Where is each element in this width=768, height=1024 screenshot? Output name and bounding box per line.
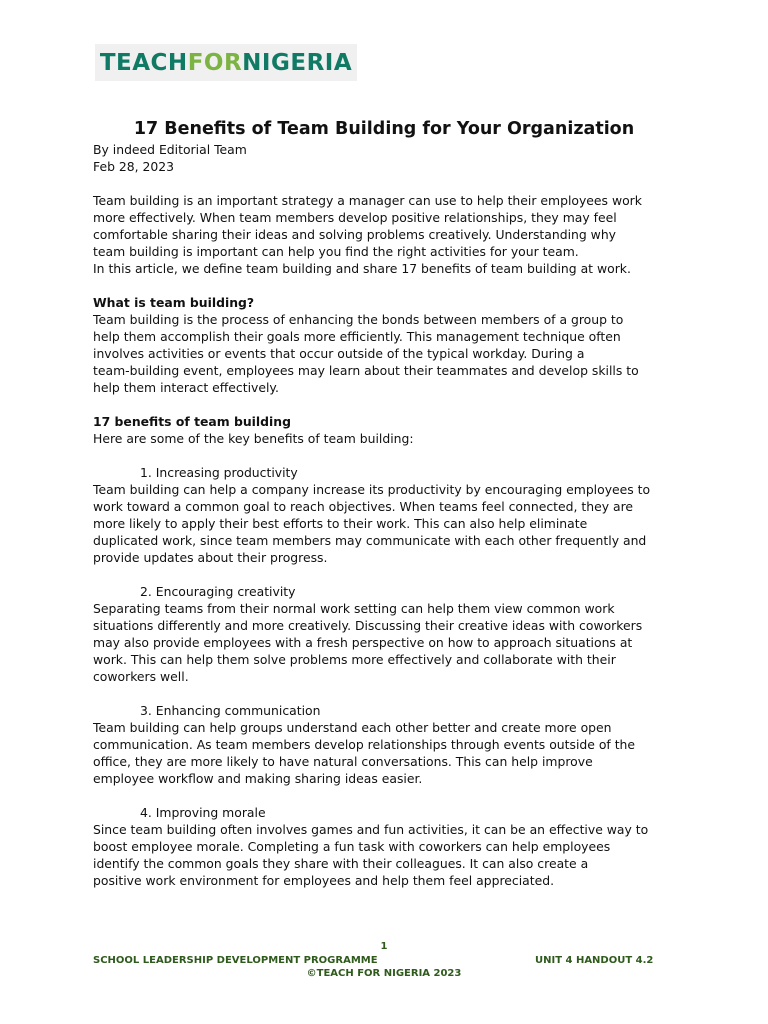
benefit-line: provide updates about their progress. bbox=[93, 550, 328, 565]
section-heading-what: What is team building? bbox=[93, 295, 255, 310]
logo-part-teach: TEACH bbox=[99, 49, 188, 76]
section-heading-benefits: 17 benefits of team building bbox=[93, 414, 291, 429]
benefit-line: coworkers well. bbox=[93, 669, 189, 684]
benefit-line: work. This can help them solve problems more effectively and collaborate with their bbox=[93, 652, 616, 667]
spacer bbox=[93, 447, 693, 464]
benefit-title: 2. Encouraging creativity bbox=[140, 584, 296, 599]
spacer bbox=[93, 787, 693, 804]
benefit-line: situations differently and more creatively. Discussing their creative ideas with coworkers bbox=[93, 618, 643, 633]
benefit-line: work toward a common goal to reach objectives. When teams feel connected, they are bbox=[93, 499, 634, 514]
benefit-line: Team building can help a company increase its productivity by encouraging employees to bbox=[93, 482, 651, 497]
page-number: 1 bbox=[380, 941, 388, 952]
logo-part-nigeria: NIGERIA bbox=[242, 49, 353, 76]
footer-programme: SCHOOL LEADERSHIP DEVELOPMENT PROGRAMME bbox=[93, 955, 378, 966]
benefits-intro: Here are some of the key benefits of team building: bbox=[93, 431, 414, 446]
what-line: team-building event, employees may learn about their teammates and develop skills to bbox=[93, 363, 639, 378]
logo-wordmark bbox=[100, 50, 352, 76]
benefit-line: duplicated work, since team members may communicate with each other frequently and bbox=[93, 533, 647, 548]
article-date: Feb 28, 2023 bbox=[93, 159, 175, 174]
footer-copyright: ©TEACH FOR NIGERIA 2023 bbox=[306, 968, 462, 979]
what-line: help them accomplish their goals more efficiently. This management technique often bbox=[93, 329, 621, 344]
benefit-line: employee workflow and making sharing ideas easier. bbox=[93, 771, 423, 786]
what-line: Team building is the process of enhancing the bonds between members of a group to bbox=[93, 312, 624, 327]
what-line: involves activities or events that occur outside of the typical workday. During a bbox=[93, 346, 585, 361]
benefit-title: 4. Improving morale bbox=[140, 805, 266, 820]
benefit-title: 3. Enhancing communication bbox=[140, 703, 321, 718]
benefit-line: boost employee morale. Completing a fun task with coworkers can help employees bbox=[93, 839, 611, 854]
intro-line: Team building is an important strategy a manager can use to help their employees work bbox=[93, 193, 642, 208]
intro-line: comfortable sharing their ideas and solving problems creatively. Understanding why bbox=[93, 227, 617, 242]
spacer bbox=[93, 175, 693, 192]
benefit-line: identify the common goals they share with their colleagues. It can also create a bbox=[93, 856, 589, 871]
benefit-title: 1. Increasing productivity bbox=[140, 465, 298, 480]
article-body bbox=[93, 141, 693, 889]
spacer bbox=[93, 396, 693, 413]
spacer bbox=[93, 685, 693, 702]
footer-handout: UNIT 4 HANDOUT 4.2 bbox=[535, 955, 654, 966]
benefit-line: communication. As team members develop relationships through events outside of the bbox=[93, 737, 636, 752]
logo-part-for: FOR bbox=[187, 49, 243, 76]
benefit-line: positive work environment for employees and help them feel appreciated. bbox=[93, 873, 555, 888]
benefit-line: Separating teams from their normal work setting can help them view common work bbox=[93, 601, 615, 616]
benefit-line: more likely to apply their best efforts to their work. This can also help eliminate bbox=[93, 516, 588, 531]
intro-line: team building is important can help you find the right activities for your team. bbox=[93, 244, 579, 259]
byline: By indeed Editorial Team bbox=[93, 142, 247, 157]
article-title: 17 Benefits of Team Building for Your Organization bbox=[133, 119, 635, 139]
what-line: help them interact effectively. bbox=[93, 380, 279, 395]
benefit-line: Since team building often involves games and fun activities, it can be an effective way to bbox=[93, 822, 649, 837]
logo bbox=[95, 44, 357, 81]
benefit-line: office, they are more likely to have natural conversations. This can help improve bbox=[93, 754, 593, 769]
benefit-line: may also provide employees with a fresh perspective on how to approach situations at bbox=[93, 635, 633, 650]
benefit-line: Team building can help groups understand each other better and create more open bbox=[93, 720, 612, 735]
spacer bbox=[93, 277, 693, 294]
spacer bbox=[93, 566, 693, 583]
intro-line: more effectively. When team members develop positive relationships, they may feel bbox=[93, 210, 617, 225]
intro-line: In this article, we define team building and share 17 benefits of team building at work. bbox=[93, 261, 631, 276]
